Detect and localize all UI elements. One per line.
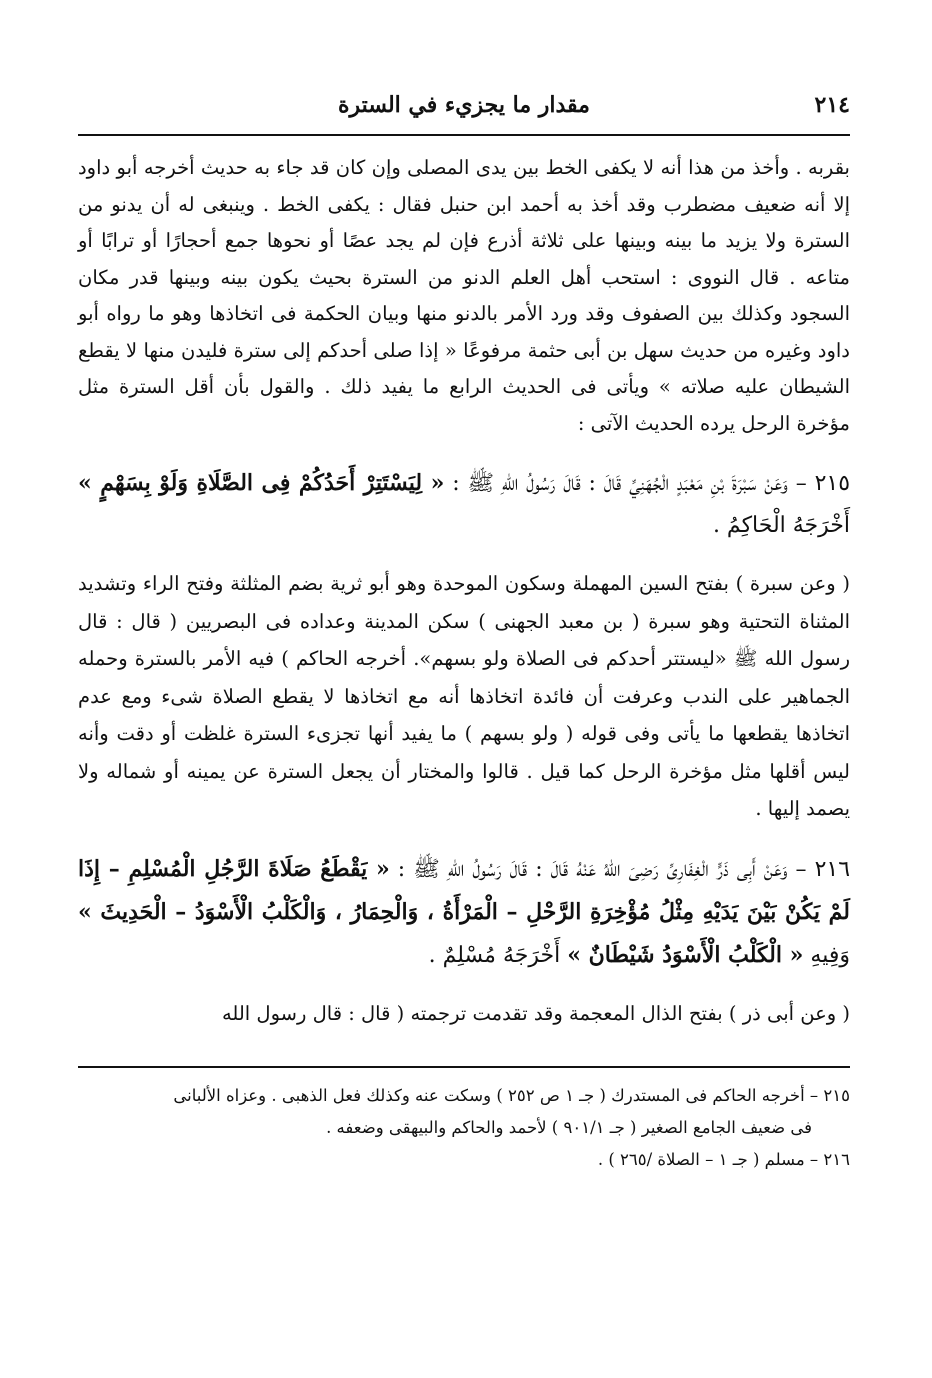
footnotes [78, 1080, 850, 1176]
hadith-number: ٢١٥ – [795, 471, 851, 496]
hadith-216 [78, 848, 850, 977]
intro-paragraph: بقربه . وأخذ من هذا أنه لا يكفى الخط بين يدى المصلى وإن كان قد جاء به حديث أخرجه أبو داود إلا أنه ضعيف مضطرب وقد أخذ به أحمد ابن حنبل فقال : يكفى الخط . وينبغى له أن يدنو من السترة ولا يزيد ما بينه وبينها على ثلاثة أذرع فإن لم يجد عصًا أو نحوها جمع أحجارًا أو ترابًا أو متاعه . قال النووى : استحب أهل العلم الدنو من السترة بحيث يكون بينه وبينها قدر مكان السجود وكذلك بين الصفوف وقد ورد الأمر بالدنو منها وبيان الحكمة فى اتخاذها وهو ما رواه أبو داود وغيره من حديث سهل بن أبى حثمة مرفوعًا « إذا صلى أحدكم إلى سترة فليدن منها لا يقطع الشيطان عليه صلاته » ويأتى فى الحديث الرابع ما يفيد ذلك . والقول بأن أقل السترة مثل مؤخرة الرحل يرده الحديث الآتى : [78, 156, 850, 435]
footnote-line: ٢١٦ – مسلم ( جـ ١ – الصلاة /٢٦٥ ) . [597, 1150, 850, 1169]
commentary-215: ( وعن سبرة ) بفتح السين المهملة وسكون الموحدة وهو أبو ثرية بضم المثلثة وفتح الراء وتشديد المثناة التحتية وهو سبرة ( بن معبد الجهنى ) سكن المدينة وعداده فى البصريين ( قال : قال رسول الله ﷺ «ليستتر أحدكم فى الصلاة ولو بسهم». أخرجه الحاكم ) فيه الأمر بالسترة وحمله الجماهير على الندب وعرفت أن فائدة اتخاذها أنه مع اتخاذها لا يقطع الصلاة شىء ومع عدم اتخاذها يقطعها ما يأتى وفى قوله ( ولو بسهم ) ما يفيد أنها تجزىء السترة غلظت أو دقت وأنه ليس أقلها مثل مؤخرة الرحل كما قيل . قالوا والمختار أن يجعل السترة عن يمينه أو شماله ولا يصمد إليها . [78, 572, 850, 820]
footnote-line-continued: فى ضعيف الجامع الصغير ( جـ ٩٠١/١ ) لأحمد والحاكم والبيهقى وضعفه . [326, 1118, 812, 1137]
hadith-215 [78, 462, 850, 547]
running-title: مقدار ما يجزيء في السترة [338, 92, 590, 118]
hadith-isnad: وَعَنْ سَبْرَةَ بْنِ مَعْبَدٍ الْجُهَنِيِّ قَالَ : قَالَ رَسُولُ اللهِ ﷺ : [452, 471, 788, 496]
footnotes-rule [78, 1066, 850, 1068]
page-number: ٢١٤ [814, 92, 850, 118]
hadith-number: ٢١٦ – [795, 856, 851, 882]
footnote-216 [78, 1144, 850, 1176]
hadith-matn: « يَقْطَعُ صَلَاةَ الرَّجُلِ الْمُسْلِمِ – إِذَا لَمْ يَكُنْ بَيْنَ يَدَيْهِ مِثْلُ مُؤْخِرَةِ الرَّحْلِ – الْمَرْأَةُ ، وَالْحِمَارُ ، وَالْكَلْبُ الْأَسْوَدُ – الْحَدِيثَ » [78, 855, 850, 925]
hadith-takhrij: أَخْرَجَهُ مُسْلِمٌ . [428, 942, 561, 968]
hadith-matn-2: « الْكَلْبُ الْأَسْوَدُ شَيْطَانٌ » [567, 941, 804, 968]
footnote-line: ٢١٥ – أخرجه الحاكم فى المستدرك ( جـ ١ ص ٢٥٢ ) وسكت عنه وكذلك فعل الذهبى . وعزاه الألبانى [173, 1086, 850, 1105]
hadith-isnad: وَعَنْ أَبِى ذَرٍّ الْغِفَارِىِّ رَضِىَ اللهُ عَنْهُ قَالَ : قَالَ رَسُولُ اللهِ ﷺ : [397, 856, 788, 882]
page-header [78, 70, 850, 118]
hadith-takhrij: أَخْرَجَهُ الْحَاكِمُ . [712, 513, 850, 538]
hadith-matn: « لِيَسْتَتِرْ أَحَدُكُمْ فِى الصَّلَاةِ وَلَوْ بِسَهْمٍ » [78, 470, 445, 496]
header-rule [78, 134, 850, 136]
hadith-connector: وَفِيهِ [810, 942, 850, 968]
book-page [78, 70, 850, 1330]
commentary-216: ( وعن أبى ذر ) بفتح الذال المعجمة وقد تقدمت ترجمته ( قال : قال رسول الله [221, 1001, 850, 1025]
footnote-215 [78, 1080, 850, 1144]
